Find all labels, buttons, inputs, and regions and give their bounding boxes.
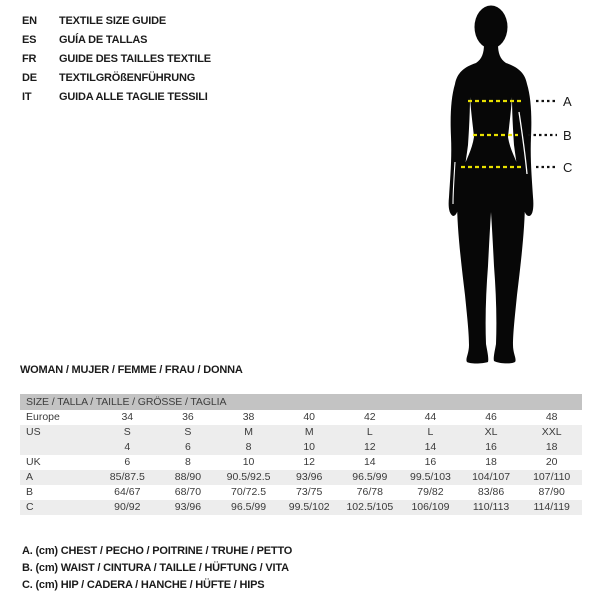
language-code: EN bbox=[22, 15, 37, 27]
size-cell: M bbox=[244, 426, 253, 438]
size-cell: 10 bbox=[242, 456, 255, 468]
language-row bbox=[22, 12, 211, 31]
size-cell: XXL bbox=[541, 426, 562, 438]
language-title: GUIDA ALLE TAGLIE TESSILI bbox=[59, 91, 208, 103]
size-row-label: A bbox=[26, 471, 34, 483]
measure-label-chest: A bbox=[563, 94, 572, 109]
size-table-row bbox=[20, 440, 582, 455]
size-cell: 48 bbox=[545, 411, 558, 423]
size-cell: 90/92 bbox=[114, 501, 141, 513]
size-cell: 12 bbox=[303, 456, 316, 468]
size-cell: 12 bbox=[363, 441, 376, 453]
size-cell: 87/90 bbox=[538, 486, 565, 498]
size-cell: 93/96 bbox=[174, 501, 202, 513]
section-title: WOMAN / MUJER / FEMME / FRAU / DONNA bbox=[20, 364, 243, 376]
size-cell: 114/119 bbox=[533, 501, 570, 513]
legend-line: A. (cm) CHEST / PECHO / POITRINE / TRUHE / PETTO bbox=[22, 545, 293, 557]
legend-line: B. (cm) WAIST / CINTURA / TAILLE / HÜFTUNG / VITA bbox=[22, 562, 289, 574]
size-cell: 36 bbox=[182, 411, 194, 423]
size-table-row bbox=[20, 470, 582, 485]
language-row bbox=[22, 50, 211, 69]
size-cell: 93/96 bbox=[296, 471, 323, 483]
size-cell: 18 bbox=[485, 456, 497, 468]
size-table-body bbox=[20, 410, 582, 515]
size-cell: 68/70 bbox=[174, 486, 202, 498]
size-cell: 44 bbox=[424, 411, 437, 423]
size-table-row bbox=[20, 455, 582, 470]
language-list bbox=[22, 12, 211, 107]
size-cell: 76/78 bbox=[356, 486, 383, 498]
woman-silhouette bbox=[449, 44, 534, 364]
size-cell: 14 bbox=[424, 441, 437, 453]
size-row-label: C bbox=[26, 501, 34, 513]
size-cell: 96.5/99 bbox=[352, 471, 388, 483]
size-table-row bbox=[20, 410, 582, 425]
size-cell: 46 bbox=[485, 411, 497, 423]
language-title: TEXTILGRÖßENFÜHRUNG bbox=[59, 72, 196, 84]
size-cell: 79/82 bbox=[417, 486, 444, 498]
size-cell: 73/75 bbox=[296, 486, 323, 498]
language-code: DE bbox=[22, 72, 37, 84]
size-cell: S bbox=[123, 426, 131, 438]
size-cell: L bbox=[427, 426, 434, 438]
size-cell: 20 bbox=[545, 456, 558, 468]
size-cell: 106/109 bbox=[411, 501, 450, 513]
size-row-label: US bbox=[26, 426, 41, 438]
size-cell: 34 bbox=[121, 411, 134, 423]
language-row bbox=[22, 69, 211, 88]
size-cell: 88/90 bbox=[174, 471, 202, 483]
size-cell: 6 bbox=[124, 456, 131, 468]
size-cell: 6 bbox=[185, 441, 191, 453]
size-cell: 99.5/102 bbox=[288, 501, 330, 513]
size-cell: 99.5/103 bbox=[410, 471, 451, 483]
measurement-legend bbox=[22, 543, 292, 594]
size-cell: 104/107 bbox=[472, 471, 511, 483]
size-cell: 70/72.5 bbox=[231, 486, 267, 498]
size-table-row bbox=[20, 485, 582, 500]
language-code: ES bbox=[22, 34, 37, 46]
size-cell: 96.5/99 bbox=[231, 501, 267, 513]
size-cell: 38 bbox=[242, 411, 255, 423]
size-table-header: SIZE / TALLA / TAILLE / GRÖSSE / TAGLIA bbox=[20, 394, 582, 410]
size-cell: 90.5/92.5 bbox=[226, 471, 271, 483]
size-cell: 107/110 bbox=[533, 471, 571, 483]
size-cell: 110/113 bbox=[472, 501, 510, 513]
size-cell: 14 bbox=[363, 456, 376, 468]
measure-label-hip: C bbox=[563, 160, 573, 175]
size-cell: 85/87.5 bbox=[109, 471, 145, 483]
silhouette-head bbox=[475, 6, 508, 49]
size-table-row bbox=[20, 500, 582, 515]
size-row-label: Europe bbox=[26, 411, 60, 423]
size-cell: 102.5/105 bbox=[346, 501, 394, 513]
language-title: GUÍA DE TALLAS bbox=[59, 34, 148, 46]
size-cell: 8 bbox=[185, 456, 191, 468]
size-cell: 64/67 bbox=[114, 486, 141, 498]
size-cell: 16 bbox=[485, 441, 497, 453]
language-row bbox=[22, 31, 211, 50]
size-cell: 4 bbox=[124, 441, 131, 453]
size-cell: 18 bbox=[545, 441, 558, 453]
size-cell: 42 bbox=[363, 411, 376, 423]
size-cell: 10 bbox=[303, 441, 316, 453]
size-cell: L bbox=[366, 426, 373, 438]
size-cell: S bbox=[184, 426, 192, 438]
size-cell: 16 bbox=[424, 456, 437, 468]
size-row-label: B bbox=[26, 486, 34, 498]
size-table-row bbox=[20, 425, 582, 440]
size-row-label: UK bbox=[26, 456, 41, 468]
legend-line: C. (cm) HIP / CADERA / HANCHE / HÜFTE / HIPS bbox=[22, 579, 265, 591]
size-cell: XL bbox=[484, 426, 498, 438]
language-title: GUIDE DES TAILLES TEXTILE bbox=[59, 53, 211, 65]
language-title: TEXTILE SIZE GUIDE bbox=[59, 15, 167, 27]
size-cell: 8 bbox=[245, 441, 252, 453]
size-cell: 83/86 bbox=[477, 486, 505, 498]
language-code: FR bbox=[22, 53, 37, 65]
size-row-label bbox=[20, 440, 97, 455]
language-code: IT bbox=[22, 91, 32, 103]
size-cell: 40 bbox=[303, 411, 316, 423]
size-table bbox=[20, 394, 582, 515]
woman-silhouette-svg bbox=[420, 0, 600, 375]
size-cell: M bbox=[304, 426, 314, 438]
language-row bbox=[22, 88, 211, 107]
measure-label-waist: B bbox=[563, 128, 572, 143]
woman-figure bbox=[420, 0, 600, 375]
